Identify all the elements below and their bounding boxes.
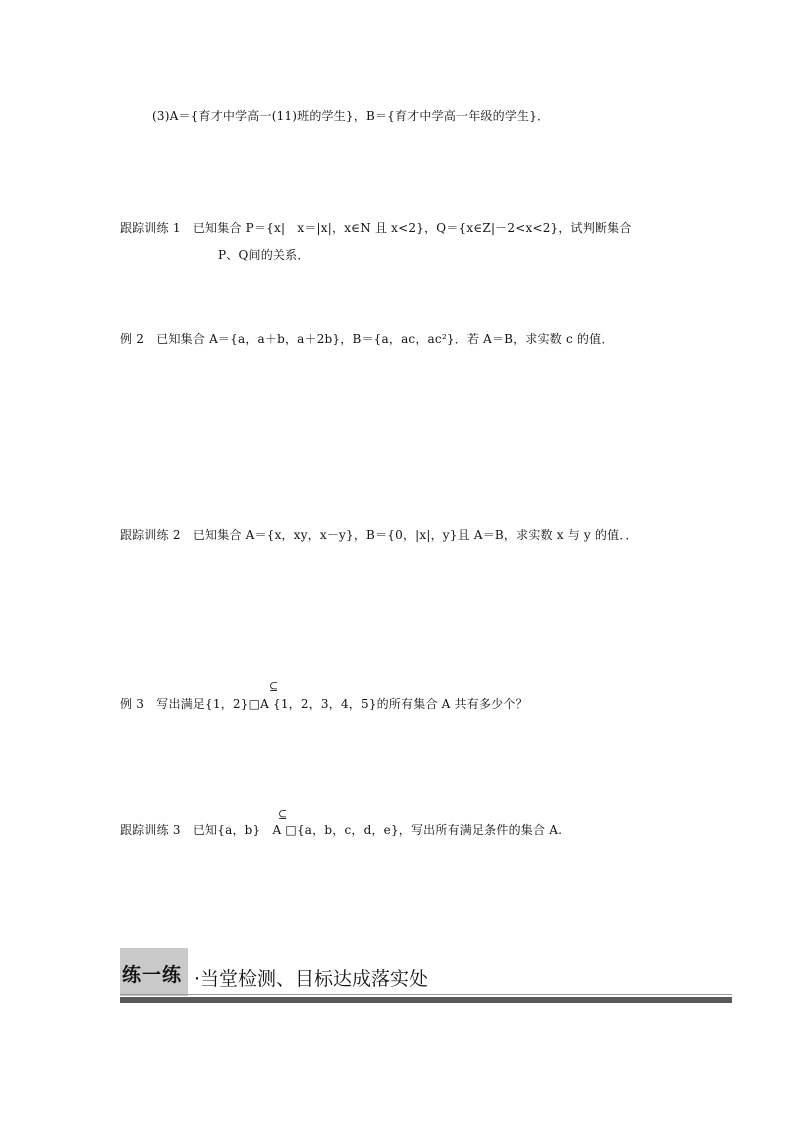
example-2: 例 2 已知集合 A＝{a，a＋b，a＋2b}，B＝{a，ac，ac²}．若 A＝B，求实数 c 的值． <box>120 332 614 346</box>
exercise-1-line-1: 跟踪训练 1 已知集合 P＝{x| x＝|x|，x∈N 且 x<2}，Q＝{x∈Z|－2<x<2}，试判断集合 <box>120 221 632 235</box>
banner-divider-thick <box>120 997 732 1003</box>
exercise-3: 跟踪训练 3 已知{a，b} A □{a，b，c，d，e}，写出所有满足条件的集合 A. <box>120 823 563 837</box>
exercise-1-line-2: P、Q间的关系． <box>218 248 310 262</box>
subset-symbol-exercise-3: ⊆ <box>278 808 288 821</box>
example-3: 例 3 写出满足{1，2}□A {1，2，3，4，5}的所有集合 A 共有多少个？ <box>120 697 528 711</box>
banner-title: 练一练 <box>122 964 183 986</box>
banner-subtitle: ·当堂检测、目标达成落实处 <box>194 968 429 990</box>
practice-section-banner <box>120 948 732 1006</box>
banner-divider-thin <box>120 994 732 995</box>
exercise-2: 跟踪训练 2 已知集合 A＝{x，xy，x－y}，B＝{0，|x|，y}且 A＝B，求实数 x 与 y 的值．． <box>120 528 638 542</box>
subset-symbol-example-3: ⊆ <box>269 680 279 693</box>
problem-part-3: (3)A＝{育才中学高一(11)班的学生}，B＝{育才中学高一年级的学生}． <box>152 109 550 123</box>
